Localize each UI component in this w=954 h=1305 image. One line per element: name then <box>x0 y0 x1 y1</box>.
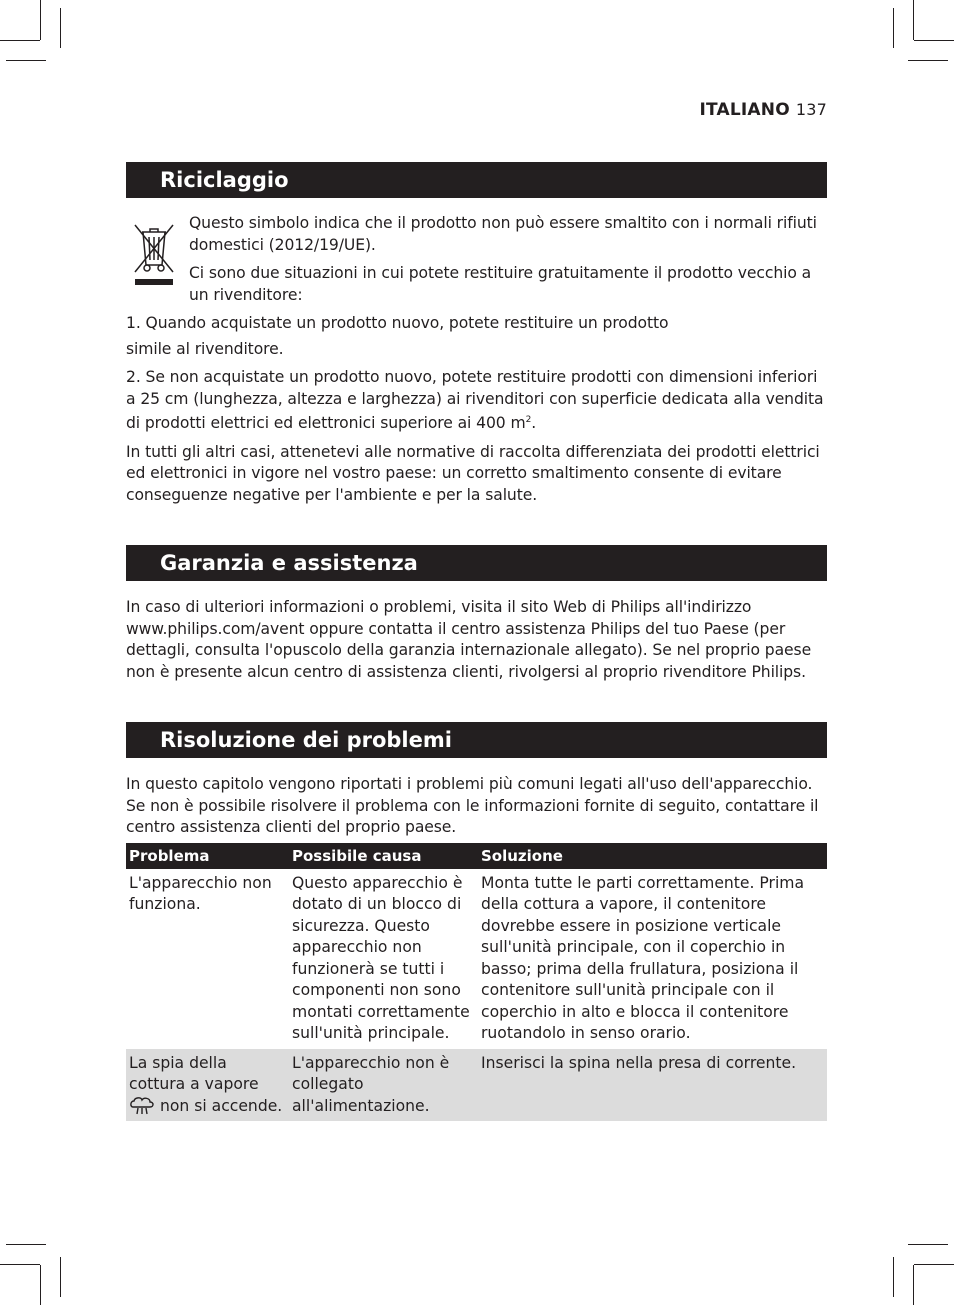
troubleshooting-intro: In questo capitolo vengono riportati i problemi più comuni legati all'uso dell'apparecchio. Se non è possibile risolvere il problema con le informazioni fornite di seguito, contattare il centro assistenza clienti del proprio paese. <box>126 775 819 837</box>
warranty-paragraph: In caso di ulteriori informazioni o problemi, visita il sito Web di Philips all'indirizzo www.philips.com/avent oppure contatta il centro assistenza Philips del tuo Paese (per dettagli, consulta l'opuscolo della garanzia internazionale allegato). Se nel proprio paese non è presente alcun centro di assistenza clienti, rivolgersi al proprio rivenditore Philips. <box>126 598 812 681</box>
steam-light-icon <box>129 1096 155 1116</box>
column-header-solution: Soluzione <box>478 843 827 869</box>
language-label: ITALIANO <box>699 100 790 120</box>
column-header-problem: Problema <box>126 843 289 869</box>
superscript: 2 <box>525 415 532 425</box>
crop-mark <box>60 8 61 48</box>
cell-solution: Monta tutte le parti correttamente. Prima della cottura a vapore, il contenitore dovrebbe essere in posizione verticale sull'unità principale, con il coperchio in basso; prima della frullatura, posiziona il contenitore sull'unità principale con il coperchio in alto e blocca il contenitore ruotandolo in senso orario. <box>481 873 805 1043</box>
page-content <box>126 162 827 1121</box>
crossed-out-wheelie-bin-icon <box>132 219 176 287</box>
recycling-list-item-continued: simile al rivenditore. <box>126 339 284 358</box>
crop-mark <box>40 1265 41 1305</box>
crop-mark <box>6 1244 46 1245</box>
cell-problem-text: La spia della cottura a vapore <box>129 1053 259 1094</box>
table-row <box>126 1049 827 1122</box>
crop-mark <box>914 1264 954 1265</box>
crop-mark <box>0 40 40 41</box>
cell-problem <box>126 1049 289 1122</box>
recycling-list-item-text: 2. Se non acquistate un prodotto nuovo, potete restituire prodotti con dimensioni inferiori a 25 cm (lunghezza, altezza e larghezza) ai rivenditori con superficie dedicata alla vendita di prodotti elettrici ed elettronici superiore ai 400 m <box>126 368 824 433</box>
section-title-troubleshooting: Risoluzione dei problemi <box>126 722 827 758</box>
cell-solution: Inserisci la spina nella presa di corrente. <box>478 1049 827 1122</box>
section-title-warranty: Garanzia e assistenza <box>126 545 827 581</box>
period: . <box>531 414 537 433</box>
cell-cause: Questo apparecchio è dotato di un blocco di sicurezza. Questo apparecchio non funzionerà se tutti i componenti non sono montati correttamente sull'unità principale. <box>292 873 470 1043</box>
crop-mark <box>40 0 41 40</box>
troubleshooting-table <box>126 843 827 1122</box>
crop-mark <box>60 1257 61 1297</box>
crop-mark <box>6 60 46 61</box>
cell-problem-text: non si accende. <box>155 1096 283 1115</box>
recycling-paragraph: In tutti gli altri casi, attenetevi alle normative di raccolta differenziata dei prodotti elettrici ed elettronici in vigore nel vostro paese: un corretto smaltimento consente di evitare conseguenze negative per l'ambiente e per la salute. <box>126 442 820 504</box>
crop-mark <box>908 60 948 61</box>
running-header <box>700 100 828 120</box>
cell-cause: L'apparecchio non è collegato all'alimentazione. <box>289 1049 478 1122</box>
section-title-recycling: Riciclaggio <box>126 162 827 198</box>
crop-mark <box>0 1264 40 1265</box>
recycling-list-item <box>126 313 827 335</box>
crop-mark <box>893 8 894 48</box>
table-header-row <box>126 843 827 869</box>
weee-block <box>126 213 827 306</box>
cell-problem: L'apparecchio non funziona. <box>129 873 272 914</box>
table-row <box>126 869 827 1049</box>
crop-mark <box>913 1265 914 1305</box>
recycling-list-item-text: 1. Quando acquistate un prodotto nuovo, potete restituire un prodotto <box>126 314 669 332</box>
column-header-cause: Possibile causa <box>289 843 478 869</box>
crop-mark <box>913 0 914 40</box>
page-number: 137 <box>795 100 827 119</box>
recycling-paragraph: Questo simbolo indica che il prodotto non può essere smaltito con i normali rifiuti domestici (2012/19/UE). <box>189 214 817 254</box>
recycling-list-item <box>126 367 827 435</box>
crop-mark <box>908 1244 948 1245</box>
crop-mark <box>914 40 954 41</box>
recycling-paragraph: Ci sono due situazioni in cui potete restituire gratuitamente il prodotto vecchio a un rivenditore: <box>189 264 812 304</box>
crop-mark <box>893 1257 894 1297</box>
